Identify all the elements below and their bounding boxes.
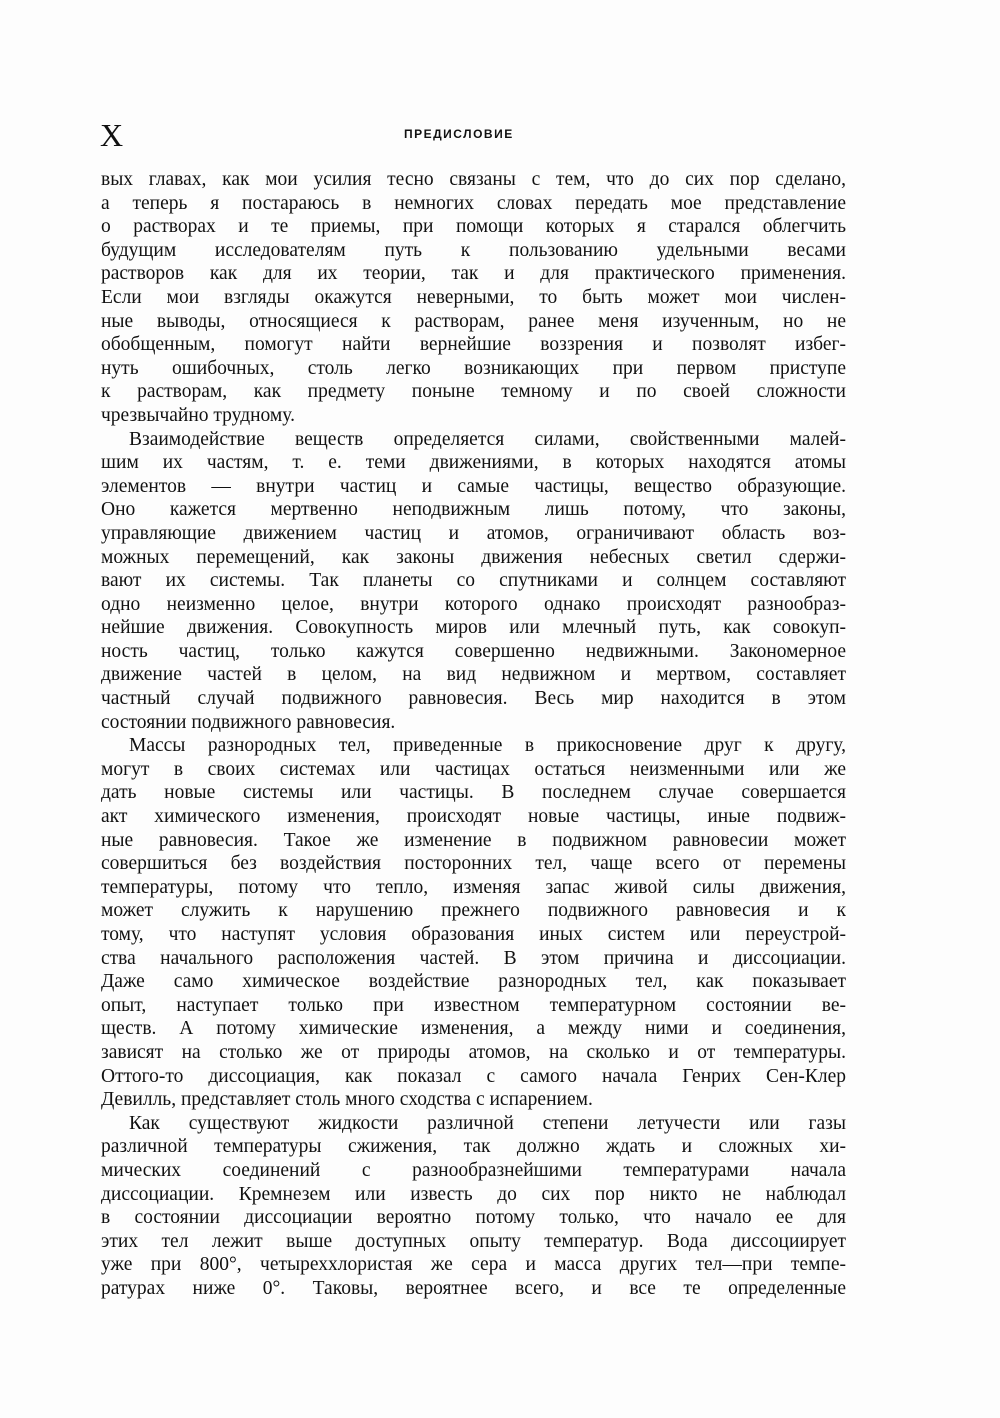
text-line: одно неизменно целое, внутри которого однако происходят разнообраз- <box>101 593 846 615</box>
text-line: ные равновесия. Такое же изменение в подвижном равновесии может <box>101 829 846 851</box>
text-line: ные выводы, относящиеся к растворам, ранее меня изученным, но не <box>101 310 846 332</box>
text-line: движение частей в целом, на вид недвижном и мертвом, составляет <box>101 664 846 686</box>
running-head <box>100 117 845 161</box>
page-number: X <box>100 117 125 153</box>
running-title: ПРЕДИСЛОВИЕ <box>404 127 514 141</box>
text-line: нуть ошибочных, столь легко возникающих при первом приступе <box>101 357 846 379</box>
text-line: мических соединений с разнообразнейшими температурами начала <box>101 1159 846 1181</box>
paragraph-3 <box>101 734 846 1112</box>
text-line: Как существуют жидкости различной степени летучести или газы <box>129 1112 846 1134</box>
text-line: Девилль, представляет столь много сходства с испарением. <box>101 1089 593 1111</box>
text-line: Оттого-то диссоциация, как показал с самого начала Генрих Сен-Клер <box>101 1065 846 1087</box>
text-line: ществ. А потому химические изменения, а между ними и соединения, <box>101 1018 846 1040</box>
text-line: Оно кажется мертвенно неподвижным лишь потому, что законы, <box>101 499 846 521</box>
text-line: ратурах ниже 0°. Таковы, вероятнее всего, и все те определенные <box>101 1277 846 1299</box>
text-line: уже при 800°, четыреххлористая же сера и масса других тел—при темпе- <box>101 1254 846 1276</box>
text-line: температуры, потому что тепло, изменяя запас живой силы движения, <box>101 876 846 898</box>
text-line: Даже само химическое воздействие разнородных тел, как показывает <box>101 971 846 993</box>
text-line: нейшие движения. Совокупность миров или млечный путь, как совокуп- <box>101 617 846 639</box>
text-line: будущим исследователям путь к пользованию удельными весами <box>101 239 846 261</box>
text-line: растворов как для их теории, так и для практического применения. <box>101 263 846 285</box>
text-line: Взаимодействие веществ определяется силами, свойственными малей- <box>129 428 846 450</box>
text-line: совершиться без воздействия посторонних тел, чаще всего от перемены <box>101 853 846 875</box>
text-line: а теперь я постараюсь в немногих словах передать мое представление <box>101 192 846 214</box>
text-line: Массы разнородных тел, приведенные в прикосновение друг к другу, <box>129 735 846 757</box>
text-line: можных перемещений, как законы движения небесных светил сдержи- <box>101 546 846 568</box>
text-line: могут в своих системах или частицах остаться неизменными или же <box>101 758 846 780</box>
text-line: Если мои взгляды окажутся неверными, то быть может мои числен- <box>101 286 846 308</box>
text-line: к растворам, как предмету поныне темному и по своей сложности <box>101 381 846 403</box>
text-line: различной температуры сжижения, так должно ждать и сложных хи- <box>101 1136 846 1158</box>
text-line: вают их системы. Так планеты со спутниками и солнцем составляют <box>101 570 846 592</box>
text-line: зависят на столько же от природы атомов, на сколько и от температуры. <box>101 1041 846 1063</box>
text-line: вых главах, как мои усилия тесно связаны с тем, что до сих пор сделано, <box>101 169 846 190</box>
text-line: ность частиц, только кажутся совершенно недвижными. Закономерное <box>101 640 846 662</box>
text-line: о растворах и те приемы, при помощи которых я старался облегчить <box>101 216 846 238</box>
text-line: дать новые системы или частицы. В последнем случае совершается <box>101 782 846 804</box>
text-line: опыт, наступает только при известном температурном состоянии ве- <box>101 994 846 1016</box>
text-line: акт химического изменения, происходят новые частицы, иные подвиж- <box>101 806 846 828</box>
text-line: частный случай подвижного равновесия. Весь мир находится в этом <box>101 688 846 710</box>
body-text <box>101 168 846 1301</box>
text-line: элементов — внутри частиц и самые частицы, вещество образующие. <box>101 475 846 497</box>
paragraph-4 <box>101 1112 846 1301</box>
paragraph-1 <box>101 168 846 428</box>
text-line: шим их частям, т. е. теми движениями, в которых находятся атомы <box>101 452 846 474</box>
text-line: обобщенным, помогут найти вернейшие воззрения и позволят избег- <box>101 334 846 356</box>
text-line: управляющие движением частиц и атомов, ограничивают область воз- <box>101 522 846 544</box>
text-line: состоянии подвижного равновесия. <box>101 711 396 733</box>
text-line: в состоянии диссоциации вероятно потому только, что начало ее для <box>101 1207 846 1229</box>
text-line: ства начального расположения частей. В этом причина и диссоциации. <box>101 947 846 969</box>
text-line: может служить к нарушению прежнего подвижного равновесия и к <box>101 900 846 922</box>
text-line: этих тел лежит выше доступных опыту температур. Вода диссоциирует <box>101 1230 846 1252</box>
text-line: диссоциации. Кремнезем или известь до сих пор никто не наблюдал <box>101 1183 846 1205</box>
text-line: тому, что наступят условия образования иных систем или переустрой- <box>101 924 846 945</box>
paragraph-2 <box>101 428 846 735</box>
text-line: чрезвычайно трудному. <box>101 404 295 426</box>
